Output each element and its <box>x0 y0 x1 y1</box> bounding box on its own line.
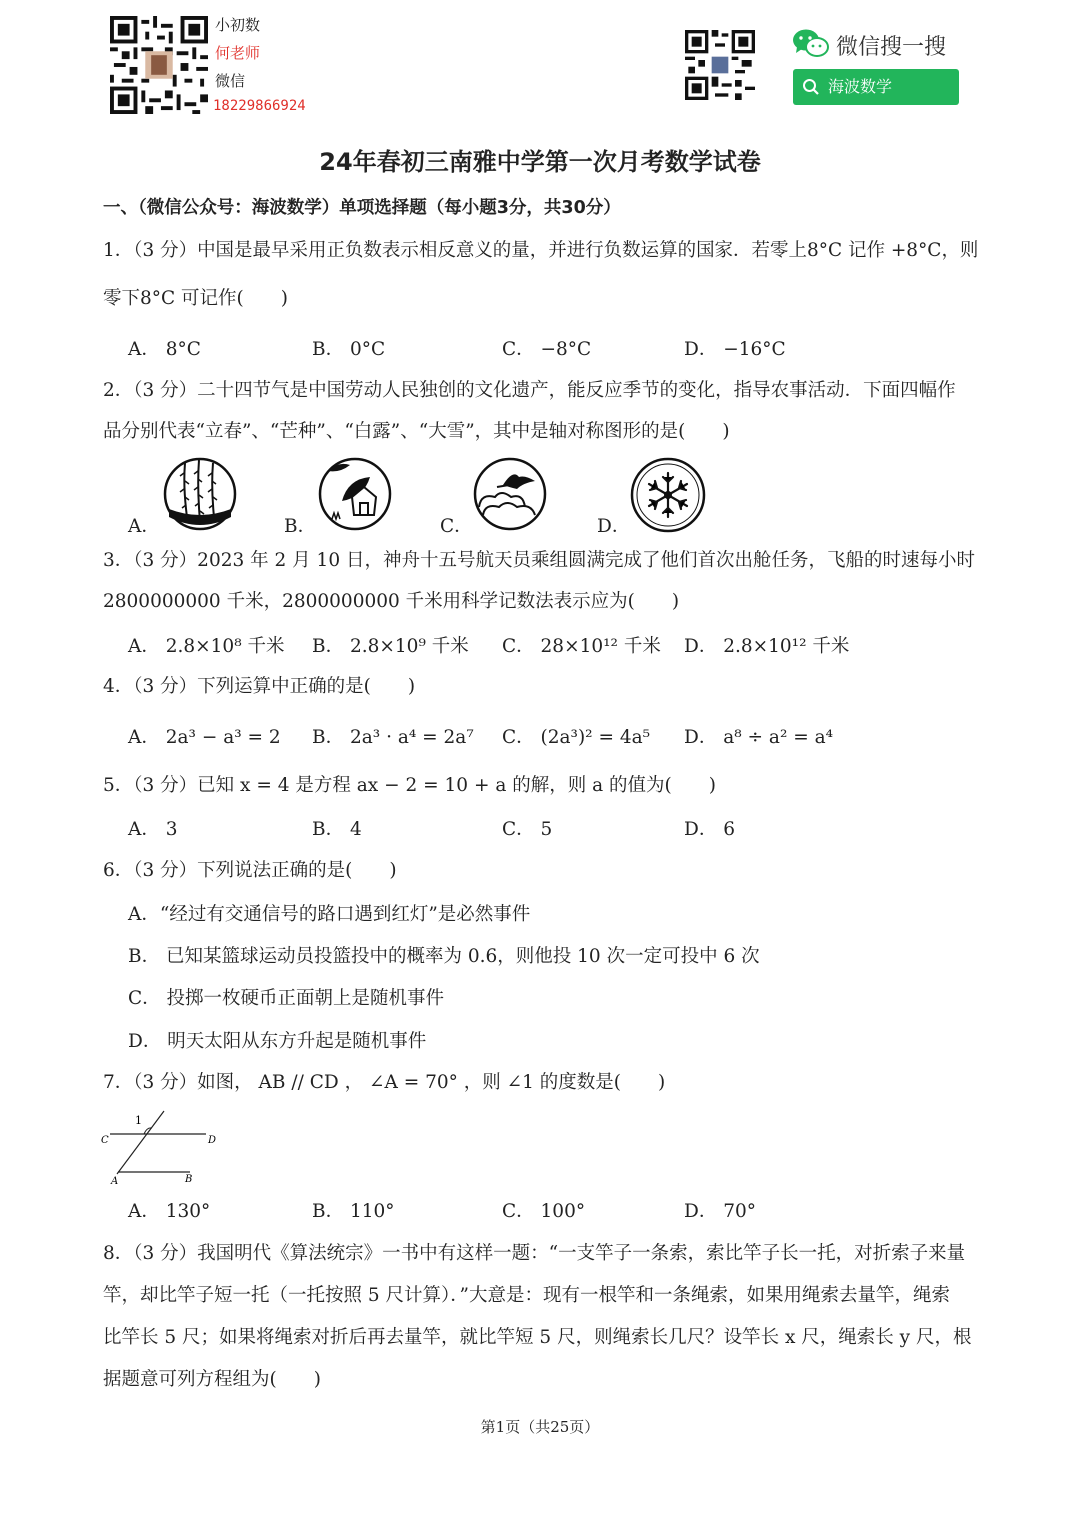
contact-line2: 何老师 <box>215 44 261 62</box>
contact-line3: 微信 <box>215 72 246 90</box>
qr-code-left <box>110 16 208 114</box>
q2-line1: 2．（3 分）二十四节气是中国劳动人民独创的文化遗产，能反应季节的变化，指导农事活动．下面四幅作 <box>103 380 956 401</box>
contact-phone: 18229866924 <box>213 98 306 114</box>
q6-option-d[interactable]: D． 明天太阳从东方升起是随机事件 <box>128 1031 427 1052</box>
q3-option-c[interactable]: C． 28×10¹² 千米 <box>502 636 661 657</box>
q7-line1: 7．（3 分）如图， AB // CD ， ∠A = 70° ，则 ∠1 的度数是( ) <box>103 1072 666 1093</box>
q6-option-b[interactable]: B． 已知某篮球运动员投篮投中的概率为 0.6，则他投 10 次一定可投中 6 次 <box>128 946 760 967</box>
q5-option-c[interactable]: C． 5 <box>502 819 553 840</box>
figure-label-1: 1 <box>135 1114 142 1127</box>
q4-option-b[interactable]: B． 2a³ · a⁴ = 2a⁷ <box>312 727 474 748</box>
q8-line1: 8．（3 分）我国明代《算法统宗》一书中有这样一题：“一支竿子一条索，索比竿子长一托，对折索子来量 <box>103 1243 966 1264</box>
q4-line1: 4．（3 分）下列运算中正确的是( ) <box>103 676 416 697</box>
section-heading: 一、（微信公众号：海波数学）单项选择题（每小题3分，共30分） <box>103 198 621 218</box>
page-footer: 第1页（共25页） <box>480 1418 600 1436</box>
q1-option-c[interactable]: C． −8°C <box>502 339 592 360</box>
q1-option-b[interactable]: B． 0°C <box>312 339 386 360</box>
q2-option-a[interactable]: A． <box>128 516 160 537</box>
q4-option-d[interactable]: D． a⁸ ÷ a² = a⁴ <box>684 727 834 748</box>
q8-line2: 竿，却比竿子短一托（一托按照 5 尺计算）．”大意是：现有一根竿和一条绳索，如果用绳索去量竿，绳索 <box>103 1285 950 1306</box>
parallel-lines-figure <box>100 1108 225 1186</box>
q7-option-d[interactable]: D． 70° <box>684 1201 757 1222</box>
snowflake-image <box>630 457 706 533</box>
wechat-icon <box>792 28 830 60</box>
q5-option-a[interactable]: A． 3 <box>128 819 178 840</box>
qr-code-right <box>685 30 755 100</box>
grain-ear-image <box>318 457 392 531</box>
contact-line1: 小初数 <box>215 16 261 34</box>
figure-label-d: D <box>208 1135 217 1146</box>
q3-option-d[interactable]: D． 2.8×10¹² 千米 <box>684 636 850 657</box>
q4-option-c[interactable]: C． (2a³)² = 4a⁵ <box>502 727 651 748</box>
q6-line1: 6．（3 分）下列说法正确的是( ) <box>103 860 397 881</box>
q3-line1: 3．（3 分）2023 年 2 月 10 日，神舟十五号航天员乘组圆满完成了他们首次出舱任务，飞船的时速每小时 <box>103 550 975 571</box>
q6-option-c[interactable]: C． 投掷一枚硬币正面朝上是随机事件 <box>128 988 445 1009</box>
q5-option-b[interactable]: B． 4 <box>312 819 362 840</box>
q1-option-a[interactable]: A． 8°C <box>128 339 201 360</box>
q7-option-a[interactable]: A． 130° <box>128 1201 211 1222</box>
q2-option-d[interactable]: D． <box>597 516 631 537</box>
wechat-account: 海波数学 <box>828 77 893 96</box>
q3-option-b[interactable]: B． 2.8×10⁹ 千米 <box>312 636 469 657</box>
wechat-search-label: 微信搜一搜 <box>836 35 947 60</box>
q3-option-a[interactable]: A． 2.8×10⁸ 千米 <box>128 636 285 657</box>
page-title: 24年春初三南雅中学第一次月考数学试卷 <box>319 148 761 176</box>
figure-label-b: B <box>185 1174 193 1185</box>
figure-label-a: A <box>111 1176 119 1186</box>
search-icon <box>802 78 820 96</box>
figure-label-c: C <box>101 1135 109 1146</box>
q2-option-b[interactable]: B． <box>284 516 317 537</box>
q5-line1: 5．（3 分）已知 x = 4 是方程 ax − 2 = 10 + a 的解，则 a 的值为( ) <box>103 775 716 796</box>
q2-line2: 品分别代表“立春”、“芒种”、“白露”、“大雪”，其中是轴对称图形的是( ) <box>103 421 730 442</box>
q7-option-b[interactable]: B． 110° <box>312 1201 395 1222</box>
q8-line3: 比竿长 5 尺；如果将绳索对折后再去量竿，就比竿短 5 尺，则绳索长几尺？设竿长 x 尺，绳索长 y 尺，根 <box>103 1327 972 1348</box>
wechat-search-box[interactable] <box>793 69 959 105</box>
bird-cloud-image <box>473 457 547 531</box>
q7-option-c[interactable]: C． 100° <box>502 1201 586 1222</box>
q3-line2: 2800000000 千米，2800000000 千米用科学记数法表示应为( ) <box>103 591 680 612</box>
willow-image <box>163 457 237 531</box>
q8-line4: 据题意可列方程组为( ) <box>103 1369 321 1390</box>
q2-option-c[interactable]: C． <box>440 516 473 537</box>
q6-option-a[interactable]: A．“经过有交通信号的路口遇到红灯”是必然事件 <box>128 904 531 925</box>
q5-option-d[interactable]: D． 6 <box>684 819 735 840</box>
q1-line2: 零下8°C 可记作( ) <box>103 288 288 309</box>
q4-option-a[interactable]: A． 2a³ − a³ = 2 <box>128 727 281 748</box>
q1-option-d[interactable]: D． −16°C <box>684 339 786 360</box>
q1-line1: 1．（3 分）中国是最早采用正负数表示相反意义的量，并进行负数运算的国家．若零上8°C 记作 +8°C，则 <box>103 240 979 261</box>
